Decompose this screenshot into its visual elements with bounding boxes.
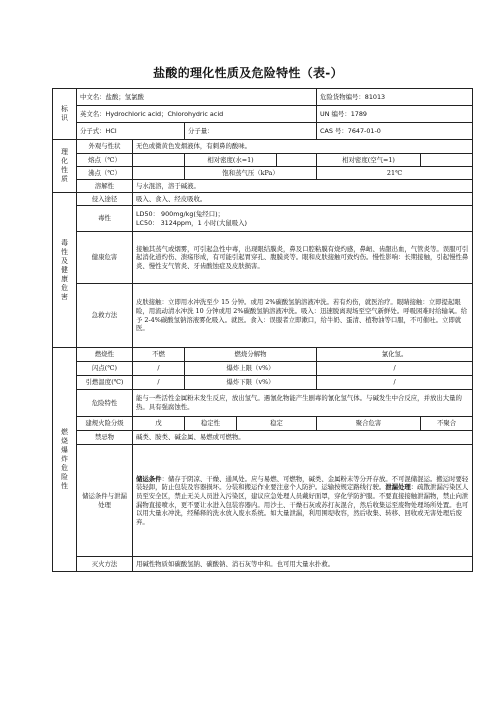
relative-density-air-label: 相对密度(空气=1) bbox=[317, 154, 421, 167]
cas-number: CAS 号：7647-01-0 bbox=[317, 123, 473, 140]
hazard-properties-value: 能与一些活性金属粉末发生反应，放出氢气。遇氰化物能产生剧毒的氰化氢气体。与碱发生中合反应，并放出大量的热。具有强腐蚀性。 bbox=[133, 390, 473, 417]
leak-text: ：疏散泄漏污染区人员至安全区，禁止无关人员进入污染区，建议应急处理人员戴好面罩，穿化学防护服。不要直接接触泄漏物，禁止向泄漏物直接喷水，更不要让水进入包装容器内。用沙土、干燥石灰或苏打灰混合，然后收集运至废物处理场所处置。也可以用大量水冲洗，经稀释的洗水放入废水系统。如大量泄漏，利用围堤收容，然后收集、转移、回收或无害处理后废弃。 bbox=[136, 483, 469, 526]
solubility-value: 与水混溶，溶于碱液。 bbox=[133, 180, 473, 193]
first-aid-label: 急救方法 bbox=[77, 284, 133, 348]
property-table bbox=[52, 88, 473, 572]
dangerous-goods-number: 危险货物编号：81013 bbox=[317, 89, 473, 106]
document-title: 盐酸的理化性质及危险特性（表-） bbox=[153, 66, 343, 80]
section-toxicity: 毒 性 及 健 康 危 害 bbox=[53, 193, 77, 348]
relative-density-water-value bbox=[277, 154, 317, 167]
un-number: UN 编号：1789 bbox=[317, 106, 473, 123]
appearance-value: 无色或微黄色发烟液体，有刺鼻的酸味。 bbox=[133, 140, 473, 154]
first-aid-value: 皮肤接触：立即用水冲洗至少 15 分钟。或用 2%碳酸氢钠溶液冲洗。若有灼伤，就医治疗。眼睛接触：立即提起眼睑，用流动清水冲洗 10 分钟或用 2%碳酸氢钠溶液冲洗。吸入：迅速脱离现场至空气新鲜处。呼吸困难时给输氧。给予 2-4%碳酸氢钠溶液雾化吸入。就医。食入：误服者立即漱口，给牛奶、蛋清、植物油等口服，不可催吐。立即就医。 bbox=[133, 284, 473, 348]
extinguishing-value: 用碱性物质如碳酸氢钠、碳酸钠、消石灰等中和。也可用大量水扑救。 bbox=[133, 557, 473, 572]
combustion-products-value: 氯化氢。 bbox=[317, 348, 473, 362]
health-hazard-value: 接触其蒸气或烟雾，可引起急性中毒，出现眼结膜炎，鼻及口腔粘膜有烧灼感，鼻衄、齿龈出血，气管炎等。误服可引起消化道灼伤、溃疡形成，有可能引起胃穿孔、腹膜炎等。眼和皮肤接触可致灼伤。慢性影响：长期接触，引起慢性鼻炎、慢性支气管炎、牙齿酸蚀症及皮肤损害。 bbox=[133, 232, 473, 284]
fire-class-value: 戊 bbox=[133, 417, 185, 431]
lc50-value: LC50： 3124ppm，1 小时(大鼠吸入) bbox=[136, 218, 247, 227]
stability-label: 稳定性 bbox=[185, 417, 237, 431]
ignition-temp-value: / bbox=[133, 376, 185, 390]
section-fire-explosion: 燃 烧 爆 炸 危 险 性 bbox=[53, 348, 77, 572]
vapor-pressure-value: 21℃ bbox=[317, 167, 473, 180]
melting-point-label: 熔点（℃） bbox=[77, 154, 133, 167]
boiling-point-value bbox=[133, 167, 185, 180]
combustion-products-label: 燃烧分解物 bbox=[185, 348, 317, 362]
health-hazard-label: 健康危害 bbox=[77, 232, 133, 284]
solubility-label: 溶解性 bbox=[77, 180, 133, 193]
extinguishing-label: 灭火方法 bbox=[77, 557, 133, 572]
exposure-route-value: 吸入、食入、经皮吸收。 bbox=[133, 193, 473, 206]
exposure-route-label: 侵入途径 bbox=[77, 193, 133, 206]
storage-text: ：储存于阴凉、干燥、通风处。应与易燃、可燃物，碱类、金属粉末等分开存放。不可混储混运。搬运时要轻装轻卸，防止包装及容器损坏。分装和搬运作业要注意个人防护。运输按规定路线行驶。 bbox=[136, 474, 469, 492]
hazard-properties-label: 危险特性 bbox=[77, 390, 133, 417]
leak-heading: 泄漏处理 bbox=[385, 483, 411, 492]
relative-density-air-value bbox=[421, 154, 473, 167]
polymerization-value: 不聚合 bbox=[421, 417, 473, 431]
section-physchem: 理 化 性 质 bbox=[53, 140, 77, 193]
chinese-name: 中文名：盐酸；氢氯酸 bbox=[77, 89, 317, 106]
toxicity-value bbox=[133, 206, 473, 232]
molecular-formula: 分子式：HCl bbox=[77, 123, 185, 140]
appearance-label: 外观与性状 bbox=[77, 140, 133, 154]
melting-point-value bbox=[133, 154, 185, 167]
english-name: 英文名：Hydrochloric acid；Chlorohydric acid bbox=[77, 106, 317, 123]
flash-point-value: / bbox=[133, 362, 185, 376]
polymerization-label: 聚合危害 bbox=[317, 417, 421, 431]
section-identity: 标 识 bbox=[53, 89, 77, 140]
storage-heading: 储运条件 bbox=[136, 474, 162, 483]
ignition-temp-label: 引燃温度(℃) bbox=[77, 376, 133, 390]
relative-density-water-label: 相对密度(水=1) bbox=[185, 154, 277, 167]
boiling-point-label: 沸点（℃） bbox=[77, 167, 133, 180]
fire-class-label: 建规火险分级 bbox=[77, 417, 133, 431]
stability-value: 稳定 bbox=[237, 417, 317, 431]
ld50-value: LD50： 900mg/kg(兔经口)； bbox=[136, 209, 224, 218]
storage-leak-value bbox=[133, 445, 473, 557]
upper-explosive-limit-label: 爆炸上限（v%） bbox=[185, 362, 317, 376]
flash-point-label: 闪点(℃) bbox=[77, 362, 133, 376]
lower-explosive-limit-value: / bbox=[317, 376, 473, 390]
incompatible-label: 禁忌物 bbox=[77, 431, 133, 445]
flammability-label: 燃烧性 bbox=[77, 348, 133, 362]
upper-explosive-limit-value: / bbox=[317, 362, 473, 376]
vapor-pressure-label: 饱和蒸气压（kPa） bbox=[185, 167, 317, 180]
flammability-value: 不燃 bbox=[133, 348, 185, 362]
toxicity-label: 毒性 bbox=[77, 206, 133, 232]
molecular-weight: 分子量： bbox=[185, 123, 317, 140]
incompatible-value: 碱类、胺类、碱金属、易燃或可燃物。 bbox=[133, 431, 473, 445]
lower-explosive-limit-label: 爆炸下限（v%） bbox=[185, 376, 317, 390]
storage-leak-label: 储运条件与泄漏处理 bbox=[77, 445, 133, 557]
